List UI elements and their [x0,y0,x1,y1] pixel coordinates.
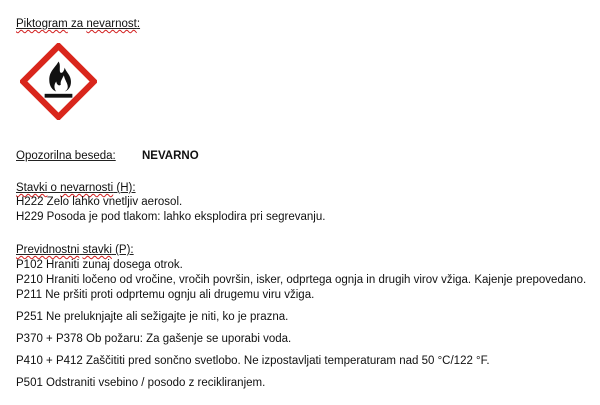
precautionary-statements-heading [16,243,134,257]
pictogram-heading-word2: za [67,18,87,30]
hazard-heading-word1: Stavki [16,182,48,194]
pictogram-heading-word1: Piktogram [16,18,68,30]
hazard-statement-h222: H222 Zelo lahko vnetljiv aerosol. [16,196,183,208]
precautionary-statement-p410-p412: P410 + P412 Zaščititi pred sončno svetlobo. Ne izpostavljati temperaturam nad 50 °C/122 °F. [16,355,490,367]
signal-word-label: Opozorilna beseda: [16,150,116,162]
precautionary-statement-p211: P211 Ne pršiti proti odprtemu ognju ali drugemu viru vžiga. [16,289,315,301]
precautionary-heading-word1: Previdnostni [16,244,80,256]
hazard-statements-heading [16,181,136,195]
pictogram-heading-suffix: : [136,18,141,30]
hazard-statement-h229: H229 Posoda je pod tlakom: lahko eksplodira pri segrevanju. [16,211,326,223]
precautionary-statement-p251: P251 Ne preluknjajte ali sežigajte je niti, ko je prazna. [16,311,289,323]
precautionary-heading-word3: stavki [82,244,112,256]
signal-word-row [16,149,116,163]
hazard-heading-word2: o [47,182,61,194]
precautionary-heading-suffix: (P): [111,244,134,256]
pictogram-heading [16,17,140,31]
precautionary-statement-p102: P102 Hraniti zunaj dosega otrok. [16,259,183,271]
pictogram-heading-word3: nevarnost [86,18,137,30]
flame-base-bar [45,94,73,98]
hazard-heading-suffix: (H): [113,182,136,194]
precautionary-statement-p501: P501 Odstraniti vsebino / posodo z recikliranjem. [16,377,266,389]
flame-ghs02-icon [20,43,97,120]
precautionary-statement-p370-p378: P370 + P378 Ob požaru: Za gašenje se uporabi voda. [16,333,292,345]
signal-word-value: NEVARNO [142,150,199,162]
precautionary-statement-p210: P210 Hraniti ločeno od vročine, vročih površin, isker, odprtega ognja in drugih virov vžiga. Kajenje prepovedano. [16,274,587,286]
hazard-heading-word3: nevarnosti [60,182,114,194]
